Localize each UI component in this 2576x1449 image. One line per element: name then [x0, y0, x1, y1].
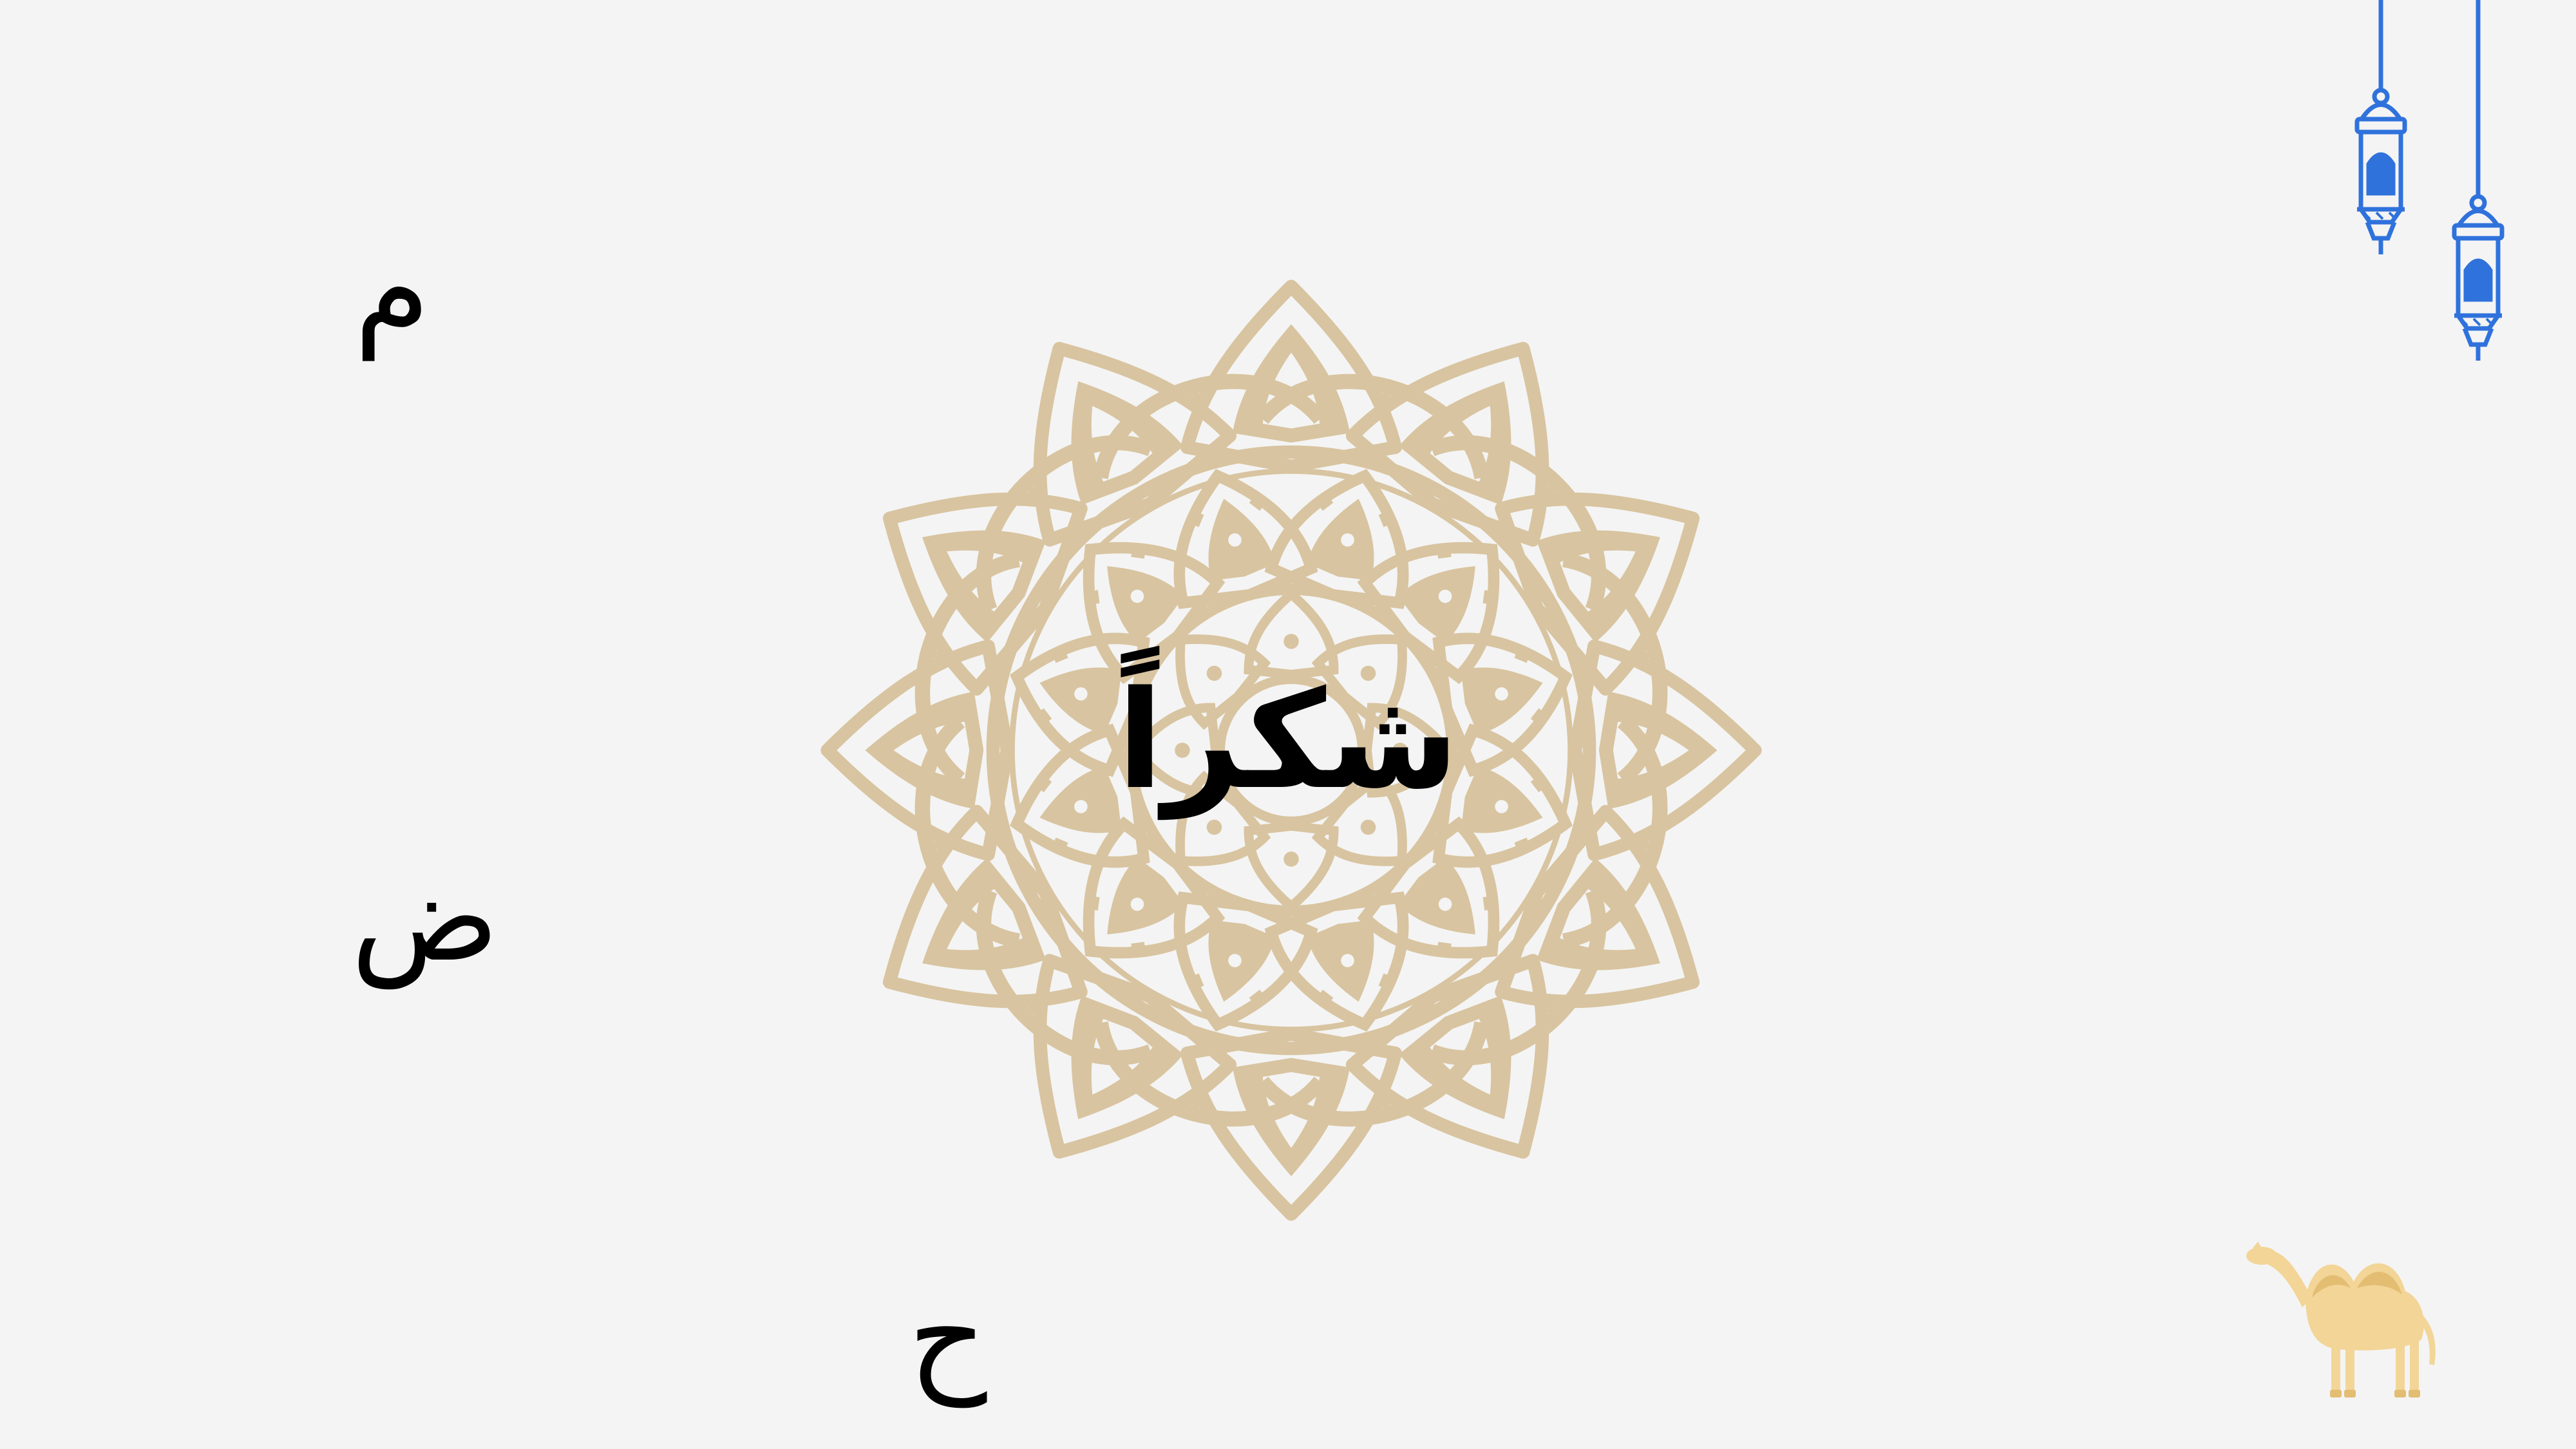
arabic-letter-meem: م	[354, 218, 430, 361]
lantern-left-icon	[2357, 0, 2405, 254]
camel-icon	[2241, 1236, 2447, 1404]
arabic-letter-haa: ح	[908, 1265, 987, 1407]
arabic-letter-dad: ض	[351, 846, 499, 989]
lantern-right-icon	[2454, 0, 2502, 361]
thank-you-title: شكراً	[1117, 661, 1459, 819]
lanterns-icon	[2331, 0, 2524, 386]
